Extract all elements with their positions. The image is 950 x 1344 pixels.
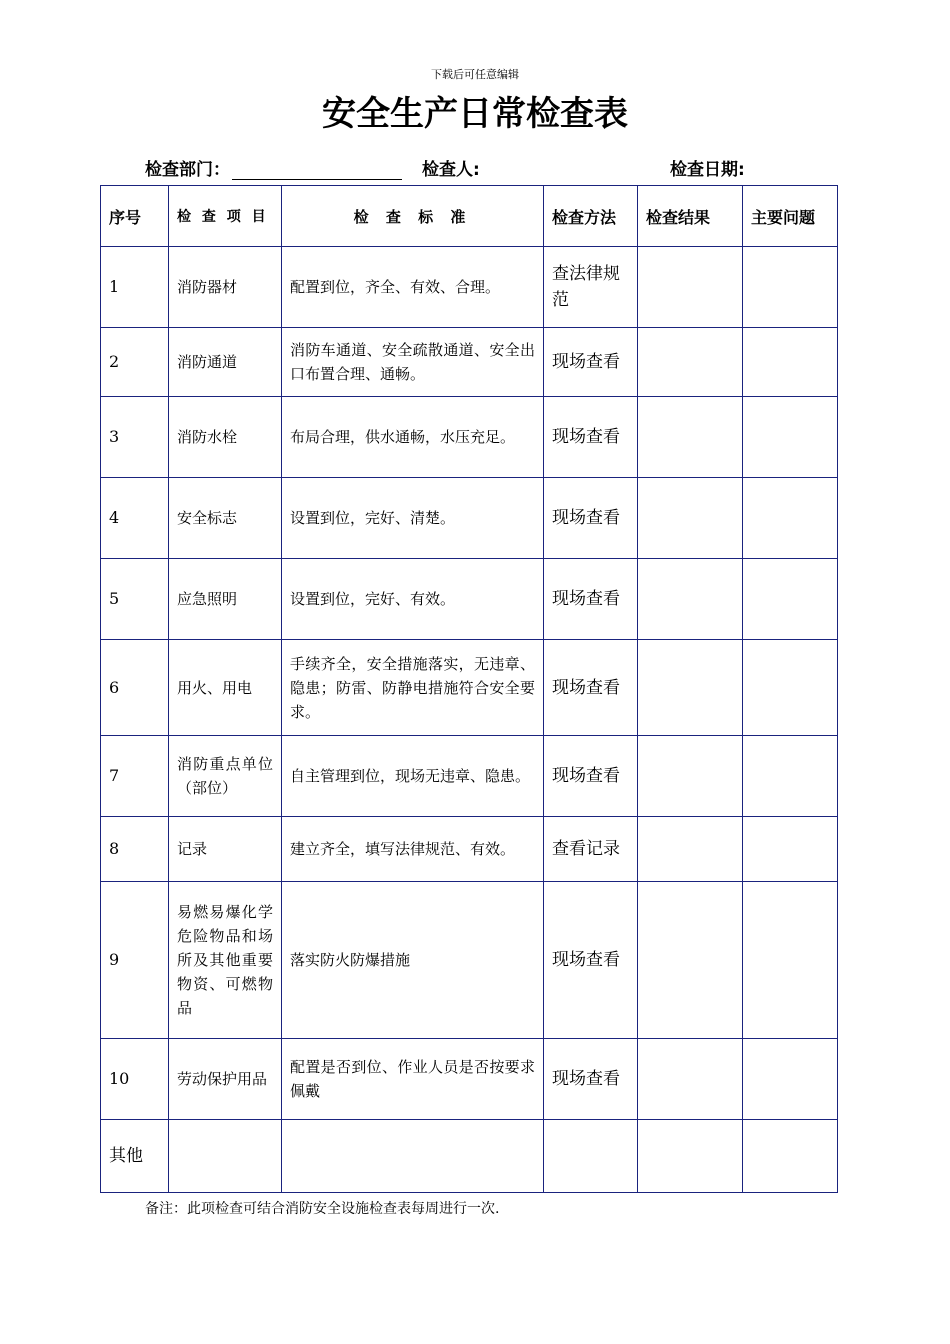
row-issue[interactable] <box>743 559 838 640</box>
row-standard: 配置到位，齐全、有效、合理。 <box>282 247 544 328</box>
row-item: 消防通道 <box>169 328 282 397</box>
row-method: 现场查看 <box>544 328 638 397</box>
row-item: 消防水栓 <box>169 397 282 478</box>
row-method: 查法律规范 <box>544 247 638 328</box>
row-issue[interactable] <box>743 478 838 559</box>
row-issue[interactable] <box>743 817 838 882</box>
row-standard: 落实防火防爆措施 <box>282 882 544 1039</box>
table-header-row <box>101 186 838 247</box>
row-result[interactable] <box>638 1039 743 1120</box>
dept-label: 检查部门： <box>145 160 230 180</box>
row-item: 应急照明 <box>169 559 282 640</box>
row-method: 现场查看 <box>544 1039 638 1120</box>
header-standard: 检 查 标 准 <box>282 186 544 247</box>
row-no: 9 <box>101 882 169 1039</box>
row-no: 3 <box>101 397 169 478</box>
row-standard: 建立齐全，填写法律规范、有效。 <box>282 817 544 882</box>
inspector-label: 检查人: <box>422 160 480 180</box>
table-row <box>101 328 838 397</box>
row-issue[interactable] <box>743 328 838 397</box>
row-issue[interactable] <box>743 397 838 478</box>
row-item: 消防器材 <box>169 247 282 328</box>
row-standard: 手续齐全，安全措施落实，无违章、隐患；防雷、防静电措施符合安全要求。 <box>282 640 544 736</box>
row-item[interactable] <box>169 1120 282 1193</box>
header-method: 检查方法 <box>544 186 638 247</box>
table-row <box>101 1120 838 1193</box>
row-item: 记录 <box>169 817 282 882</box>
row-item: 易燃易爆化学危险物品和场所及其他重要物资、可燃物品 <box>169 882 282 1039</box>
row-no: 1 <box>101 247 169 328</box>
row-standard: 设置到位，完好、清楚。 <box>282 478 544 559</box>
row-result[interactable] <box>638 478 743 559</box>
row-item: 安全标志 <box>169 478 282 559</box>
row-standard: 布局合理，供水通畅，水压充足。 <box>282 397 544 478</box>
row-method: 查看记录 <box>544 817 638 882</box>
header-result: 检查结果 <box>638 186 743 247</box>
row-issue[interactable] <box>743 736 838 817</box>
dept-blank-line <box>232 161 402 180</box>
table-row <box>101 736 838 817</box>
row-issue[interactable] <box>743 247 838 328</box>
row-method: 现场查看 <box>544 559 638 640</box>
row-result[interactable] <box>638 882 743 1039</box>
row-result[interactable] <box>638 640 743 736</box>
dept-field <box>145 155 402 180</box>
table-row <box>101 397 838 478</box>
row-issue[interactable] <box>743 882 838 1039</box>
table-row <box>101 247 838 328</box>
row-no: 其他 <box>101 1120 169 1193</box>
row-no: 5 <box>101 559 169 640</box>
page-title: 安全生产日常检查表 <box>322 94 628 134</box>
inspection-table <box>100 185 838 1193</box>
row-issue[interactable] <box>743 1039 838 1120</box>
row-no: 6 <box>101 640 169 736</box>
row-method: 现场查看 <box>544 640 638 736</box>
table-row <box>101 817 838 882</box>
table-row <box>101 640 838 736</box>
row-method: 现场查看 <box>544 882 638 1039</box>
row-result[interactable] <box>638 559 743 640</box>
row-item: 劳动保护用品 <box>169 1039 282 1120</box>
row-result[interactable] <box>638 1120 743 1193</box>
table-row <box>101 1039 838 1120</box>
header-item: 检 查 项 目 <box>169 186 282 247</box>
table-row <box>101 478 838 559</box>
row-result[interactable] <box>638 817 743 882</box>
date-label: 检查日期: <box>670 160 745 180</box>
row-method: 现场查看 <box>544 736 638 817</box>
row-standard: 设置到位，完好、有效。 <box>282 559 544 640</box>
row-issue[interactable] <box>743 1120 838 1193</box>
header-no: 序号 <box>101 186 169 247</box>
row-standard[interactable] <box>282 1120 544 1193</box>
row-result[interactable] <box>638 328 743 397</box>
row-result[interactable] <box>638 247 743 328</box>
footnote: 备注：此项检查可结合消防安全设施检查表每周进行一次. <box>145 1201 500 1217</box>
row-result[interactable] <box>638 397 743 478</box>
row-no: 8 <box>101 817 169 882</box>
row-no: 2 <box>101 328 169 397</box>
top-note: 下载后可任意编辑 <box>431 68 519 81</box>
row-method: 现场查看 <box>544 397 638 478</box>
row-no: 10 <box>101 1039 169 1120</box>
row-standard: 自主管理到位，现场无违章、隐患。 <box>282 736 544 817</box>
row-standard: 配置是否到位、作业人员是否按要求佩戴 <box>282 1039 544 1120</box>
row-issue[interactable] <box>743 640 838 736</box>
table-row <box>101 882 838 1039</box>
row-method[interactable] <box>544 1120 638 1193</box>
header-issue: 主要问题 <box>743 186 838 247</box>
row-no: 7 <box>101 736 169 817</box>
row-no: 4 <box>101 478 169 559</box>
row-item: 用火、用电 <box>169 640 282 736</box>
table-row <box>101 559 838 640</box>
row-method: 现场查看 <box>544 478 638 559</box>
row-result[interactable] <box>638 736 743 817</box>
row-item: 消防重点单位（部位） <box>169 736 282 817</box>
row-standard: 消防车通道、安全疏散通道、安全出口布置合理、通畅。 <box>282 328 544 397</box>
